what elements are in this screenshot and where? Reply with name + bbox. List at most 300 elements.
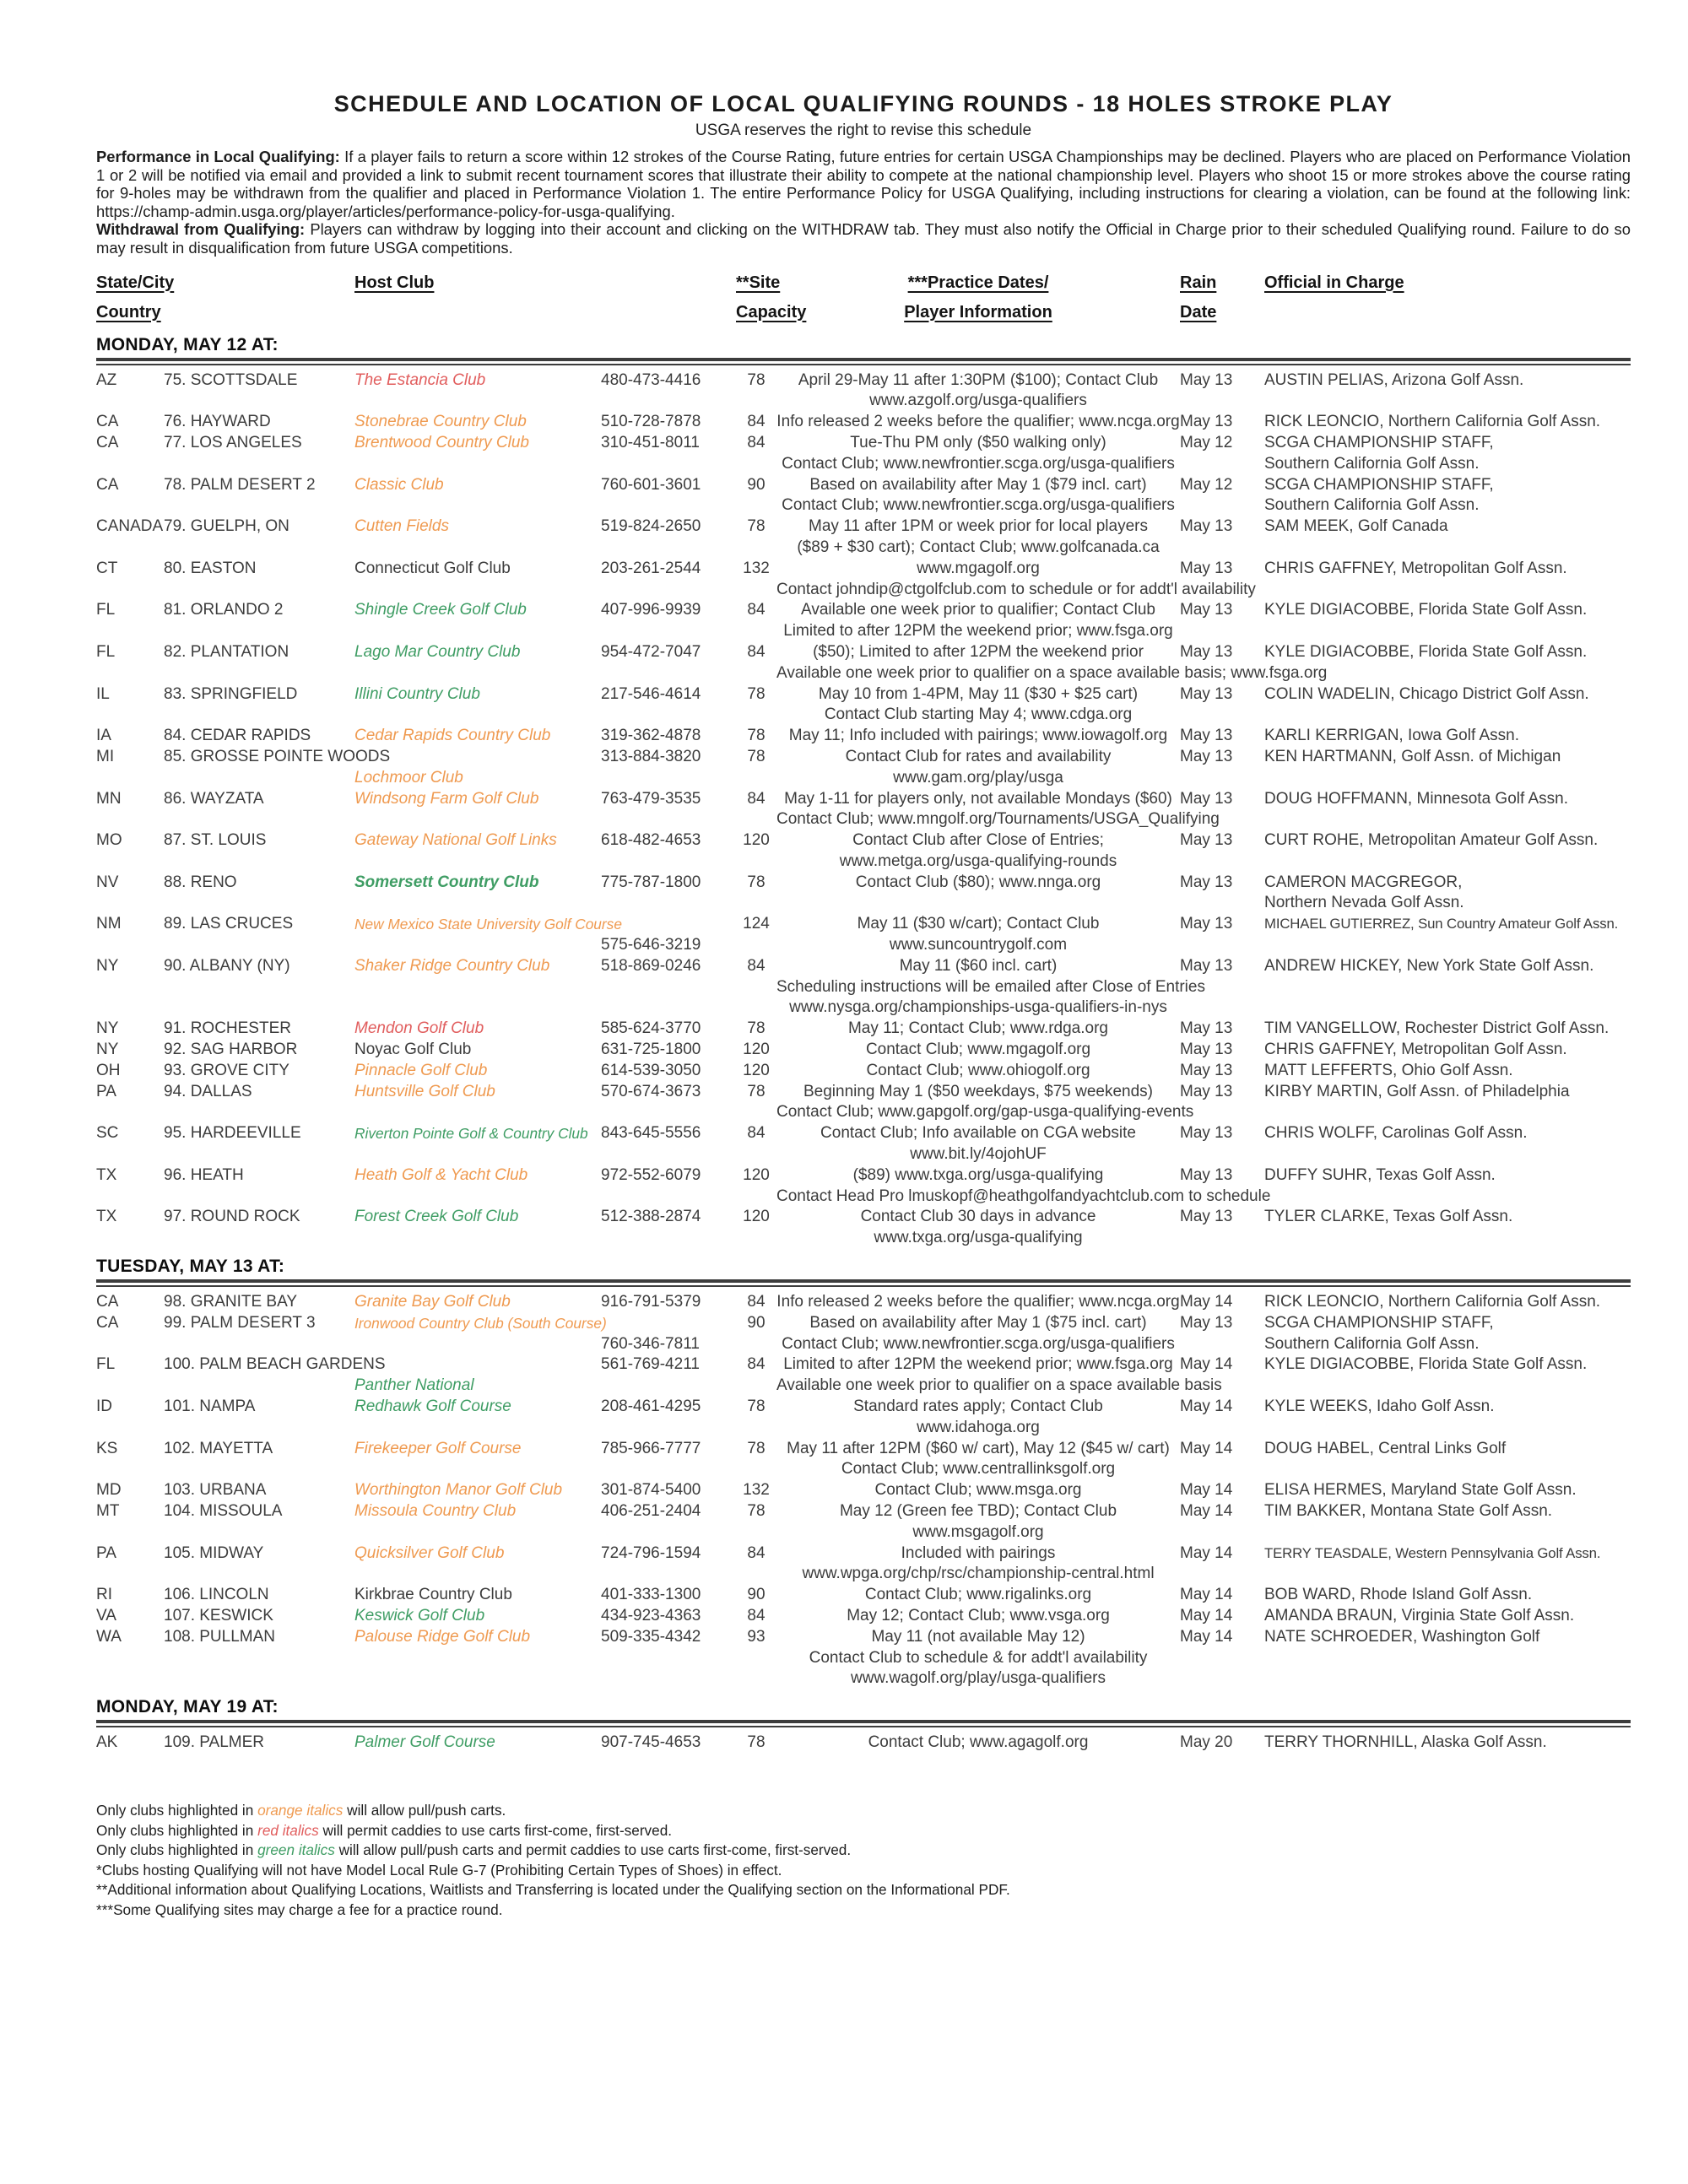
cell-line: Contact Club ($80); www.nnga.org [855,873,1101,891]
cell-line: Contact Club; www.newfrontier.scga.org/usga-qualifiers [782,496,1175,515]
cell-line: Connecticut Golf Club [354,559,511,577]
cell-line: ($50); Limited to after 12PM the weekend prior [813,642,1144,661]
capacity-cell [736,1501,776,1543]
state-cell [96,873,164,915]
cell-line: 120 [743,1061,770,1079]
section-heading: MONDAY, MAY 19 AT: [96,1697,279,1717]
host-club-cell [354,684,601,727]
cell-line [354,747,601,768]
city-cell [164,1123,354,1165]
capacity-cell [736,1543,776,1586]
city-cell [164,1082,354,1124]
cell-line: 434-923-4363 [601,1606,701,1624]
practice-cell [776,1313,1180,1355]
rain-date-cell [1180,475,1264,517]
official-cell [1264,370,1631,413]
cell-line: Southern California Golf Assn. [1264,1334,1480,1353]
cell-line: May 13 [1180,684,1233,703]
cell-line: 518-869-0246 [601,956,701,975]
schedule-table [96,370,1631,1249]
legend-item: Only clubs highlighted in green italics will allow pull/push carts and permit caddies to use carts first-come, first-served. [96,1841,852,1859]
cell-line: 86. WAYZATA [164,789,264,808]
cell-line: www.wpga.org/chp/rsc/championship-central.html [802,1565,1155,1583]
host-club-cell [354,789,601,831]
cell-line: Contact Head Pro lmuskopf@heathgolfandyachtclub.com to schedule [776,1187,1271,1205]
phone-cell [601,684,736,727]
rain-date-cell [1180,1040,1264,1061]
cell-line: 80. EASTON [164,559,257,577]
rain-date-cell [1180,1123,1264,1165]
phone-cell [601,600,736,642]
official-cell [1264,873,1631,915]
cell-line: 78 [747,1082,766,1100]
cell-line: 89. LAS CRUCES [164,915,294,933]
practice-cell [776,1501,1180,1543]
cell-line: Somersett Country Club [354,873,539,891]
cell-line: MD [96,1481,122,1500]
cell-line: RICK LEONCIO, Northern California Golf Assn. [1264,1293,1601,1311]
capacity-cell [736,1606,776,1627]
cell-line: May 13 [1180,642,1233,661]
cell-line: 79. GUELPH, ON [164,517,289,536]
cell-line: CAMERON MACGREGOR, [1264,873,1463,891]
cell-line: 90. ALBANY (NY) [164,956,290,975]
city-cell [164,642,354,684]
phone-cell [601,516,736,559]
capacity-cell [736,1123,776,1165]
city-cell [164,1439,354,1481]
legend-item: *Clubs hosting Qualifying will not have Model Local Rule G-7 (Prohibiting Certain Types of Shoes) in effect. [96,1861,782,1879]
cell-line: 132 [743,1481,770,1500]
city-cell [164,1354,386,1397]
cell-line: CHRIS WOLFF, Carolinas Golf Assn. [1264,1124,1528,1143]
cell-line: 102. MAYETTA [164,1439,273,1457]
cell-line: 100. PALM BEACH GARDENS [164,1355,386,1374]
cell-line: 78 [747,1733,766,1752]
rain-date-cell [1180,1397,1264,1439]
cell-line: 132 [743,559,770,577]
cell-line: 217-546-4614 [601,684,701,703]
cell-line: CA [96,1313,119,1332]
header-host-club-label: Host Club [354,273,435,292]
cell-line: Based on availability after May 1 ($79 incl. cart) [809,475,1147,494]
cell-line: The Estancia Club [354,370,486,389]
cell-line: 313-884-3820 [601,747,701,765]
phone-cell [601,1606,736,1627]
legend-item: Only clubs highlighted in orange italics will allow pull/push carts. [96,1801,506,1819]
cell-line: May 13 [1180,956,1233,975]
cell-line: ANDREW HICKEY, New York State Golf Assn. [1264,956,1594,975]
cell-line: Available one week prior to qualifier on a space available basis; www.fsga.org [776,663,1328,682]
capacity-cell [736,1439,776,1481]
cell-line: www.nysga.org/championships-usga-qualifiers-in-nys [789,998,1167,1017]
phone-cell [601,873,736,915]
official-cell [1264,1123,1631,1165]
intro-paragraph: Withdrawal from Qualifying: Players can withdraw by logging into their account and clicking on the WITHDRAW tab. They must also notify the Official in Charge prior to their scheduled Qualifying round. Failure to do so may result in disqualification from future USGA competitions. [96,220,1631,257]
cell-line: Contact johndip@ctgolfclub.com to schedule or for addt'l availability [776,580,1256,598]
cell-line: 84 [747,601,766,619]
phone-cell [601,1627,736,1689]
host-club-cell [354,412,601,433]
state-cell [96,1439,164,1481]
cell-line: TX [96,1208,117,1226]
cell-line: May 13 [1180,915,1233,933]
cell-line: TX [96,1165,117,1184]
cell-line: 120 [743,831,770,850]
official-cell [1264,830,1631,873]
state-cell [96,600,164,642]
host-club-cell [354,1040,601,1061]
rain-date-cell [1180,433,1264,475]
cell-line: Contact Club; www.newfrontier.scga.org/usga-qualifiers [782,454,1175,473]
cell-line: 124 [743,915,770,933]
cell-line: 510-728-7878 [601,413,701,431]
cell-line: OH [96,1061,121,1079]
qualifier-row [96,1313,1631,1355]
cell-line: Ironwood Country Club (South Course) [354,1314,607,1332]
rain-date-cell [1180,1019,1264,1040]
phone-cell [601,1082,736,1124]
cell-line: 120 [743,1165,770,1184]
cell-line: AK [96,1733,118,1752]
phone-cell [601,1480,736,1501]
host-club-cell [354,1019,601,1040]
cell-line: May 14 [1180,1627,1233,1646]
capacity-cell [736,1019,776,1040]
cell-line: 106. LINCOLN [164,1586,269,1604]
cell-line: Contact Club; www.gapgolf.org/gap-usga-qualifying-events [776,1103,1194,1122]
official-cell [1264,412,1631,433]
phone-cell [601,1019,736,1040]
cell-line: Shingle Creek Golf Club [354,601,527,619]
official-cell [1264,789,1631,831]
cell-line: 618-482-4653 [601,831,701,850]
cell-line: TYLER CLARKE, Texas Golf Assn. [1264,1208,1513,1226]
cell-line: BOB WARD, Rhode Island Golf Assn. [1264,1586,1533,1604]
cell-line: 203-261-2544 [601,559,701,577]
city-cell [164,1397,354,1439]
cell-line: Worthington Manor Golf Club [354,1481,563,1500]
practice-cell [776,873,1180,915]
qualifier-row [96,830,1631,873]
cell-line: Cutten Fields [354,517,449,536]
cell-line: Contact Club after Close of Entries; [852,831,1104,850]
practice-cell [776,1292,1180,1313]
official-cell [1264,726,1631,747]
cell-line: Contact Club; www.ohiogolf.org [866,1061,1090,1079]
cell-line: 93 [747,1627,766,1646]
official-cell [1264,1627,1631,1689]
cell-line: SC [96,1124,119,1143]
city-cell [164,1606,354,1627]
cell-line: Forest Creek Golf Club [354,1208,519,1226]
city-cell [164,1040,354,1061]
official-cell [1264,1207,1631,1249]
capacity-cell [736,1292,776,1313]
paragraph-label: Withdrawal from Qualifying: [96,220,311,239]
official-cell [1264,475,1631,517]
cell-line: 94. DALLAS [164,1082,252,1100]
cell-line: 108. PULLMAN [164,1627,276,1646]
cell-line: PA [96,1082,116,1100]
cell-line: 92. SAG HARBOR [164,1041,298,1059]
cell-line: Limited to after 12PM the weekend prior; www.fsga.org [783,1355,1173,1374]
cell-line: 78. PALM DESERT 2 [164,475,316,494]
cell-line: Windsong Farm Golf Club [354,789,539,808]
cell-line: 760-601-3601 [601,475,701,494]
cell-line: FL [96,642,116,661]
official-cell [1264,1480,1631,1501]
qualifier-row [96,1082,1631,1124]
cell-line: ($89 + $30 cart); Contact Club; www.golfcanada.ca [797,538,1160,556]
cell-line: SAM MEEK, Golf Canada [1264,517,1448,536]
official-cell [1264,1165,1631,1208]
header-state-city-label: State/City [96,273,175,292]
cell-line: CURT ROHE, Metropolitan Amateur Golf Assn. [1264,831,1599,850]
rain-date-cell [1180,873,1264,915]
cell-line: 843-645-5556 [601,1124,701,1143]
cell-line: 78 [747,1397,766,1416]
cell-line: www.azgolf.org/usga-qualifiers [869,392,1087,410]
rain-date-cell [1180,370,1264,413]
cell-line: DOUG HOFFMANN, Minnesota Golf Assn. [1264,789,1569,808]
official-cell [1264,600,1631,642]
cell-line: NATE SCHROEDER, Washington Golf [1264,1627,1540,1646]
cell-line: 570-674-3673 [601,1082,701,1100]
header-player-info-label: Player Information [904,302,1052,322]
header-site-label: **Site [736,273,781,292]
rain-date-cell [1180,1061,1264,1082]
cell-line: 98. GRANITE BAY [164,1293,298,1311]
official-cell [1264,559,1631,601]
cell-line: DUFFY SUHR, Texas Golf Assn. [1264,1165,1496,1184]
cell-line: 407-996-9939 [601,601,701,619]
cell-line: KIRBY MARTIN, Golf Assn. of Philadelphia [1264,1082,1570,1100]
cell-line: 406-251-2404 [601,1502,701,1520]
cell-line: Palmer Golf Course [354,1733,495,1752]
cell-line: 81. ORLANDO 2 [164,601,284,619]
cell-line: ID [96,1397,112,1416]
host-club-cell [354,1123,601,1165]
cell-line: 775-787-1800 [601,873,701,891]
schedule-table [96,1292,1631,1689]
header-practice-dates [776,268,1180,298]
capacity-cell [736,642,776,684]
phone-cell [601,1439,736,1481]
qualifier-row [96,914,1631,956]
qualifier-row [96,1501,1631,1543]
cell-line: 105. MIDWAY [164,1543,264,1562]
header-capacity-label: Capacity [736,302,807,322]
cell-line: TIM BAKKER, Montana State Golf Assn. [1264,1502,1553,1520]
section-divider [96,358,1631,365]
capacity-cell [736,1627,776,1689]
phone-cell [601,1733,736,1754]
phone-cell [601,433,736,475]
host-club-cell [354,433,601,475]
official-cell [1264,1439,1631,1481]
cell-line: RICK LEONCIO, Northern California Golf Assn. [1264,413,1601,431]
state-cell [96,1585,164,1606]
cell-line: 480-473-4416 [601,370,701,389]
cell-line: 120 [743,1208,770,1226]
section-heading: TUESDAY, MAY 13 AT: [96,1257,285,1277]
rain-date-cell [1180,914,1264,956]
practice-cell [776,1543,1180,1586]
cell-line: DOUG HABEL, Central Links Golf [1264,1439,1507,1457]
cell-line: 907-745-4653 [601,1733,701,1752]
paragraph-label: Performance in Local Qualifying: [96,148,345,165]
phone-cell [601,1061,736,1082]
cell-line: KEN HARTMANN, Golf Assn. of Michigan [1264,747,1561,765]
phone-cell [601,1501,736,1543]
city-cell [164,956,354,1019]
cell-line: 509-335-4342 [601,1627,701,1646]
rain-date-cell [1180,684,1264,727]
cell-line: TERRY TEASDALE, Western Pennsylvania Golf Assn. [1264,1544,1601,1561]
capacity-cell [736,516,776,559]
cell-line: May 14 [1180,1355,1233,1374]
qualifier-row [96,956,1631,1019]
state-cell [96,1040,164,1061]
official-cell [1264,1019,1631,1040]
cell-line: May 13 [1180,413,1233,431]
city-cell [164,1733,354,1754]
cell-line: Firekeeper Golf Course [354,1439,522,1457]
rain-date-cell [1180,1439,1264,1481]
cell-line: 109. PALMER [164,1733,264,1752]
qualifier-row [96,559,1631,601]
cell-line: Contact Club; www.centrallinksgolf.org [841,1460,1116,1479]
cell-line: www.idahoga.org [917,1418,1040,1436]
header-capacity [736,298,807,327]
cell-line: Pinnacle Golf Club [354,1061,488,1079]
cell-line: May 14 [1180,1586,1233,1604]
cell-line: 90 [747,1313,766,1332]
state-cell [96,1480,164,1501]
capacity-cell [736,559,776,601]
host-club-cell [354,956,601,1019]
host-club-cell [354,370,601,413]
cell-line: May 13 [1180,370,1233,389]
capacity-cell [736,1585,776,1606]
cell-line: www.suncountrygolf.com [889,936,1068,954]
rain-date-cell [1180,1627,1264,1689]
intro-paragraph: Performance in Local Qualifying: If a player fails to return a score within 12 strokes of the Course Rating, future entries for certain USGA Championships may be declined. Players who are placed on Performance Violation 1 or 2 will be notified via email and provided a link to submit recent tournament scores that illustrate their ability to compete at the national championship level. Players who shoot 15 or more strokes above the course rating for 9-holes may be withdrawn from the qualifier and placed in Performance Violation 1. The entire Performance Policy for USGA Qualifying, including instructions for clearing a violation, can be found at the following link: https://champ-admin.usga.org/player/articles/performance-policy-for-usga-qualifying. [96,148,1631,220]
host-club-cell [354,1207,601,1249]
legend-notes [96,1801,1631,1921]
state-cell [96,1501,164,1543]
legend-highlight: red italics [257,1821,319,1839]
city-cell [164,1585,354,1606]
city-cell [164,726,354,747]
cell-line: May 14 [1180,1606,1233,1624]
cell-line: May 20 [1180,1733,1233,1752]
cell-line: May 14 [1180,1397,1233,1416]
practice-cell [776,1733,1180,1754]
cell-line: Riverton Pointe Golf & Country Club [354,1125,588,1143]
cell-line: NV [96,873,119,891]
host-club-cell [354,726,601,747]
cell-line: SCGA CHAMPIONSHIP STAFF, [1264,433,1494,451]
rain-date-cell [1180,412,1264,433]
phone-cell [601,642,736,684]
state-cell [96,1733,164,1754]
cell-line: RI [96,1586,112,1604]
practice-cell [776,747,1180,789]
section-divider [96,1279,1631,1287]
cell-line: 91. ROCHESTER [164,1019,291,1038]
practice-cell [776,956,1205,1019]
host-club-cell [354,1733,601,1754]
cell-line: CA [96,433,119,451]
city-cell [164,1165,354,1208]
page-title: SCHEDULE AND LOCATION OF LOCAL QUALIFYING ROUNDS - 18 HOLES STROKE PLAY [333,91,1393,116]
phone-cell [601,956,736,1019]
city-cell [164,1061,354,1082]
phone-cell [601,370,736,413]
cell-line: Based on availability after May 1 ($75 incl. cart) [809,1313,1147,1332]
cell-line: May 1-11 for players only, not available Mondays ($60) [784,789,1172,808]
cell-line: IA [96,727,111,745]
capacity-cell [736,873,776,915]
cell-line: 512-388-2874 [601,1208,701,1226]
phone-cell [601,559,736,601]
practice-cell [776,830,1180,873]
cell-line: Stonebrae Country Club [354,413,527,431]
cell-line: WA [96,1627,122,1646]
header-practice-dates-label: ***Practice Dates/ [907,273,1049,292]
cell-line: www.mgagolf.org [917,559,1040,577]
host-club-cell [354,1606,601,1627]
official-cell [1264,747,1631,789]
state-cell [96,747,164,789]
qualifier-row [96,873,1631,915]
cell-line: TERRY THORNHILL, Alaska Golf Assn. [1264,1733,1547,1752]
qualifier-row [96,684,1631,727]
qualifier-row [96,747,1631,789]
cell-line: May 13 [1180,1082,1233,1100]
cell-line: May 13 [1180,559,1233,577]
phone-cell [601,1313,736,1355]
cell-line: Noyac Golf Club [354,1041,472,1059]
cell-line: Keswick Golf Club [354,1606,485,1624]
practice-cell [776,475,1180,517]
legend-highlight: green italics [257,1841,335,1859]
city-cell [164,1501,354,1543]
qualifier-row [96,1585,1631,1606]
qualifier-row [96,1543,1631,1586]
host-club-cell [354,1082,601,1124]
capacity-cell [736,1061,776,1082]
cell-line: Contact Club for rates and availability [845,747,1112,765]
cell-line: Palouse Ridge Golf Club [354,1627,531,1646]
capacity-cell [736,914,776,956]
host-club-cell [354,1354,601,1397]
cell-line: MI [96,747,115,765]
qualifier-row [96,1040,1631,1061]
capacity-cell [736,1082,776,1124]
cell-line: 95. HARDEEVILLE [164,1124,301,1143]
cell-line: Standard rates apply; Contact Club [853,1397,1103,1416]
section-divider [96,1720,1631,1727]
capacity-cell [736,726,776,747]
phone-cell [601,830,736,873]
cell-line: CANADA [96,517,164,536]
cell-line: IL [96,684,110,703]
rain-date-cell [1180,1207,1264,1249]
cell-line: Quicksilver Golf Club [354,1543,505,1562]
